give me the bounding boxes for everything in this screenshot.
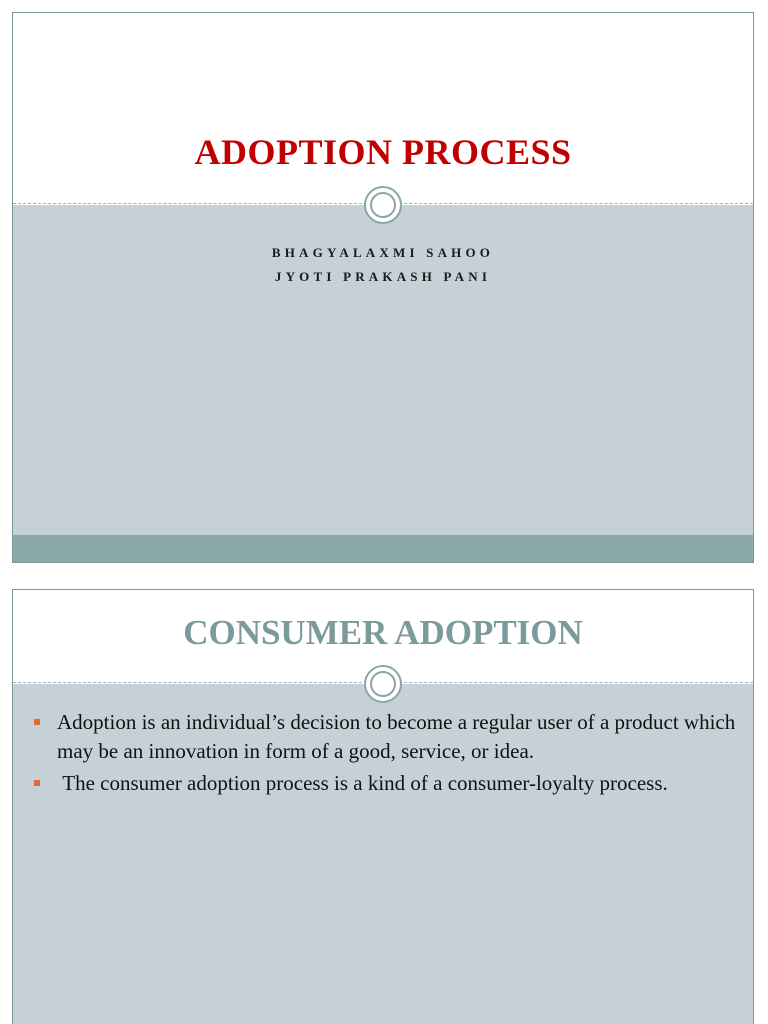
circle-ornament-icon	[364, 665, 402, 703]
content-slide	[12, 589, 754, 1024]
slide-title: CONSUMER ADOPTION	[183, 613, 583, 652]
square-bullet-icon	[34, 719, 40, 725]
bullet-list	[33, 708, 743, 801]
list-item	[33, 708, 743, 766]
title-slide	[12, 12, 754, 563]
slide-title: ADOPTION PROCESS	[194, 132, 572, 172]
title-band	[13, 13, 753, 205]
list-item	[33, 769, 743, 798]
author-name: JYOTI PRAKASH PANI	[274, 269, 492, 284]
author-list	[13, 241, 753, 289]
author-name: BHAGYALAXMI SAHOO	[271, 245, 495, 260]
slide-footer-bar	[13, 535, 753, 562]
bullet-text: The consumer adoption process is a kind of a consumer-loyalty process.	[57, 771, 668, 795]
square-bullet-icon	[34, 780, 40, 786]
bullet-text: Adoption is an individual’s decision to become a regular user of a product which may be an innovation in form of a good, service, or idea.	[57, 710, 736, 763]
circle-ornament-icon	[364, 186, 402, 224]
